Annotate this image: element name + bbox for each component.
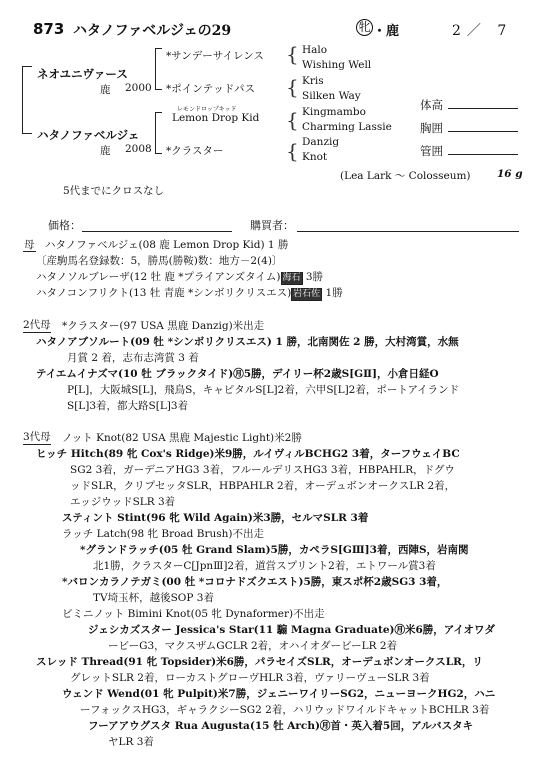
produce-text: ハタノソルブレーザ(12 牡 鹿 *プライアンズタイム) <box>36 271 281 283</box>
lot-number: 873 <box>33 20 65 38</box>
track-badge: 岩石佐 <box>293 289 321 299</box>
dam-year: 2008 <box>125 143 152 155</box>
third-dam-line: *バロンカラノテガミ(00 牡 *コロナドズクエスト)5勝，東スポ杯2歳SG3 3着， <box>62 576 448 588</box>
dam-color: 鹿 <box>100 145 111 157</box>
height-label: 体高 <box>420 98 443 112</box>
girth-label: 胸囲 <box>420 121 443 135</box>
family-number: 16 g <box>497 168 523 180</box>
produce-text: ハタノコンフリクト(13 牡 青鹿 *シンボリクリスエス) <box>36 287 292 299</box>
buyer-label: 購買者： <box>250 219 294 232</box>
cross-note: 5代までにクロスなし <box>63 185 165 197</box>
dam-dam: *クラスター <box>166 145 224 157</box>
third-dam-line: SG2 3着，ガーデニアHG3 3着，フルールデリスHG3 3着，HBPAHLR，ドグウ <box>70 464 455 476</box>
third-dam-line: ーフォックスHG3，ギャラクシーSG2 2着，ハリウッドワイルドキャットBCHLR 3着 <box>80 704 490 716</box>
third-dam-line: グレットSLR 2着，ローカストグローヴHLR 3着，ヴァリーヴューSLR 3着 <box>70 672 430 684</box>
third-dam-line: ジェシカズスター Jessica's Star(11 騸 Magna Graduate)㊊米6勝，アイオワダ <box>88 624 495 636</box>
coat-color: ・鹿 <box>373 24 400 39</box>
dam-sire: Lemon Drop Kid <box>172 112 260 124</box>
gen3-ancestor: Knot <box>302 151 328 163</box>
price-field[interactable] <box>82 231 232 232</box>
third-dam-tag: 3代母 <box>23 431 51 443</box>
third-dam-line: TV埼玉杯，越後SOP 3着 <box>93 592 214 604</box>
brace: { <box>286 42 299 66</box>
dam-name: ハタノファベルジェ <box>37 128 140 142</box>
sire-year: 2000 <box>125 82 152 94</box>
gen3-ancestor: Danzig <box>302 136 340 148</box>
produce-wins: 3勝 <box>305 271 324 283</box>
second-dam-line: ハタノアブソルート(09 牡 *シンボリクリスエス) 1 勝，北南関佐 2 勝，大村湾賞，水無 <box>36 336 459 348</box>
third-dam-line: ビミニノット Bimini Knot(05 牝 Dynaformer)不出走 <box>62 608 325 620</box>
cannon-field[interactable] <box>448 154 518 155</box>
dam-produce-summary: 〔産駒馬名登録数：5，勝馬(勝鞍)数：地方－2(4)〕 <box>36 255 283 267</box>
second-dam-line: テイエムイナズマ(10 牡 ブラックタイド)㊊5勝，デイリー杯2歳S[GⅡ]，小倉日経O <box>36 368 439 380</box>
sire-color: 鹿 <box>100 84 111 96</box>
gen3-ancestor: Charming Lassie <box>302 121 392 133</box>
third-dam-line: 北1勝，クラスターC[JpnⅢ]2着，道営スプリント2着，エトワール賞3着 <box>93 560 436 572</box>
third-dam-line: ラッチ Latch(98 牝 Broad Brush)不出走 <box>62 528 264 540</box>
brace: { <box>286 108 299 132</box>
third-dam-line: ッドSLR，クリプセッタSLR，HBPAHLR 2着，オーデュボンオークスLR 2着， <box>70 480 456 492</box>
dam-tag: 母 <box>24 239 35 251</box>
third-dam-line: ウェンド Wend(01 牝 Pulpit)米7勝，ジェニーワイリーSG2，ニューヨークHG2，ハニ <box>62 688 496 700</box>
second-dam-line: 月賞 2 着，志布志湾賞 3 着 <box>67 352 199 364</box>
height-field[interactable] <box>448 108 518 109</box>
horse-title: ハタノファベルジェの29 <box>73 23 232 39</box>
third-dam-line: ヒッチ Hitch(89 牝 Cox's Ridge)米9勝，ルイヴィルBCHG2 3着，ターフウェイBC <box>36 448 460 460</box>
sire-name: ネオユニヴァース <box>37 67 128 81</box>
brace: { <box>286 139 299 163</box>
sex-mark: 牝 <box>356 19 373 36</box>
girth-field[interactable] <box>448 131 518 132</box>
dam-sire-ruby: レモンドロップキッド <box>177 106 237 113</box>
price-label: 価格： <box>48 219 81 232</box>
sire-sire: *サンデーサイレンス <box>166 50 264 62</box>
third-dam-line: エッジウッドSLR 3着 <box>70 496 176 508</box>
third-dam-line: スレッド Thread(91 牝 Topsider)米6勝，パラセイズSLR，オーデュボンオークスLR，リ <box>36 656 483 668</box>
third-dam-line: ノット Knot(82 USA 黒鹿 Majestic Light)米2勝 <box>62 432 302 444</box>
dam-line: ハタノファベルジェ(08 鹿 Lemon Drop Kid) 1 勝 <box>45 239 289 251</box>
sire-dam: *ポインテッドパス <box>166 83 256 95</box>
buyer-field[interactable] <box>297 231 519 232</box>
cannon-label: 管囲 <box>420 144 443 158</box>
third-dam-line: スティント Stint(96 牝 Wild Again)米3勝，セルマSLR 3着 <box>62 512 369 524</box>
track-badge: 海石 <box>282 273 301 283</box>
third-dam-line: ービーG3，マクスザムGCLR 2着，オハイオダービーLR 2着 <box>108 640 398 652</box>
produce-line <box>36 270 323 285</box>
gen3-ancestor: Kingmambo <box>302 106 366 118</box>
brace: { <box>286 75 299 99</box>
third-dam-line: フーアアウグスタ Rua Augusta(15 牡 Arch)㊊首・英入着5回，アルバスタキ <box>88 720 474 732</box>
family-line: (Lea Lark ～ Colosseum) <box>340 170 471 182</box>
second-dam-line: *クラスター(97 USA 黒鹿 Danzig)米出走 <box>62 320 265 332</box>
section-tag <box>23 238 36 252</box>
produce-line <box>36 286 343 301</box>
second-dam-tag: 2代母 <box>23 319 51 331</box>
birth-date: 2／ 7 <box>452 23 513 39</box>
third-dam-line: ヤLR 3着 <box>108 736 154 748</box>
gen3-ancestor: Silken Way <box>302 90 361 102</box>
second-dam-line: S[L]3着，都大路S[L]3着 <box>67 400 189 412</box>
second-dam-line: P[L]，大阪城S[L]，飛鳥S，キャピタルS[L]2着，六甲S[L]2着，ポートアイランド <box>67 384 460 396</box>
gen3-ancestor: Halo <box>302 44 328 56</box>
produce-wins: 1勝 <box>325 287 343 299</box>
gen3-ancestor: Kris <box>302 75 324 87</box>
third-dam-line: *グランドラッチ(05 牡 Grand Slam)5勝，カペラS[GⅢ]3着，西陣S，岩南関 <box>80 544 469 556</box>
gen3-ancestor: Wishing Well <box>302 59 372 71</box>
